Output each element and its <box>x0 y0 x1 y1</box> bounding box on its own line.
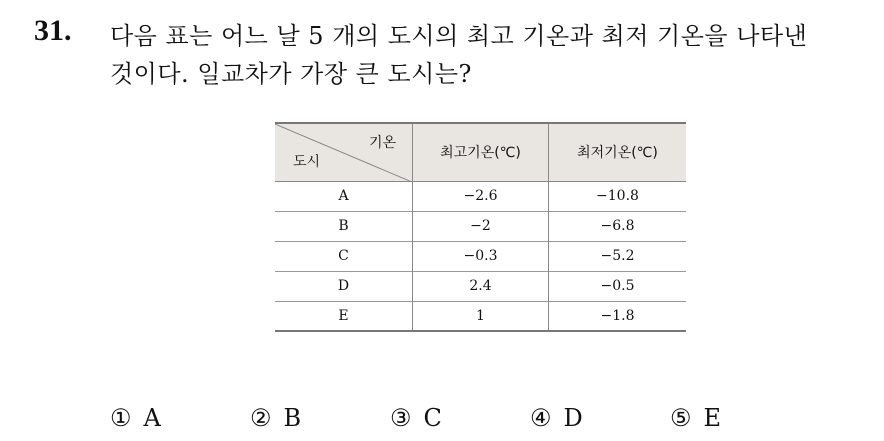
choice-label: C <box>423 404 442 432</box>
choice-mark: ⑤ <box>670 404 692 432</box>
choice-mark: ④ <box>530 404 552 432</box>
answer-choices <box>110 404 810 432</box>
city-cell: D <box>275 271 413 301</box>
city-cell: B <box>275 211 413 241</box>
table-header-row <box>275 123 686 181</box>
column-header-min: 최저기온(℃) <box>577 145 658 162</box>
choice-mark: ② <box>250 404 272 432</box>
question-text-line2: 것이다. 일교차가 가장 큰 도시는? <box>110 60 472 88</box>
city-cell: C <box>275 241 413 271</box>
question-number: 31. <box>34 14 72 47</box>
max-temp-cell: −0.3 <box>413 241 549 271</box>
choice-label: D <box>563 404 583 432</box>
table-row <box>275 241 686 271</box>
table-row <box>275 271 686 301</box>
table-row <box>275 211 686 241</box>
table-row <box>275 301 686 331</box>
choice-mark: ③ <box>390 404 412 432</box>
max-temp-cell: 2.4 <box>413 271 549 301</box>
choice-5[interactable] <box>670 404 810 432</box>
max-temp-cell: −2 <box>413 211 549 241</box>
min-temp-cell: −1.8 <box>600 307 635 324</box>
choice-4[interactable] <box>530 404 670 432</box>
choice-3[interactable] <box>390 404 530 432</box>
table-corner-cell <box>275 123 413 181</box>
corner-label-temperature: 기온 <box>368 135 396 151</box>
min-temp-cell: −5.2 <box>600 248 635 264</box>
min-temp-cell: −10.8 <box>596 188 639 204</box>
choice-label: A <box>143 404 161 432</box>
temperature-table <box>275 122 686 332</box>
min-temp-cell: −6.8 <box>600 218 635 234</box>
city-cell: E <box>275 301 413 331</box>
min-temp-cell: −0.5 <box>600 278 635 294</box>
choice-2[interactable] <box>250 404 390 432</box>
table-row <box>275 181 686 211</box>
choice-1[interactable] <box>110 404 250 432</box>
max-temp-cell: −2.6 <box>413 181 549 211</box>
question-text-line1: 다음 표는 어느 날 5 개의 도시의 최고 기온과 최저 기온을 나타낸 <box>110 22 808 50</box>
corner-label-city: 도시 <box>293 153 321 170</box>
choice-label: E <box>703 404 722 432</box>
max-temp-cell: 1 <box>413 301 549 331</box>
column-header-max: 최고기온(℃) <box>413 123 549 181</box>
city-cell: A <box>275 181 413 211</box>
choice-label: B <box>283 404 302 432</box>
choice-mark: ① <box>110 404 132 432</box>
